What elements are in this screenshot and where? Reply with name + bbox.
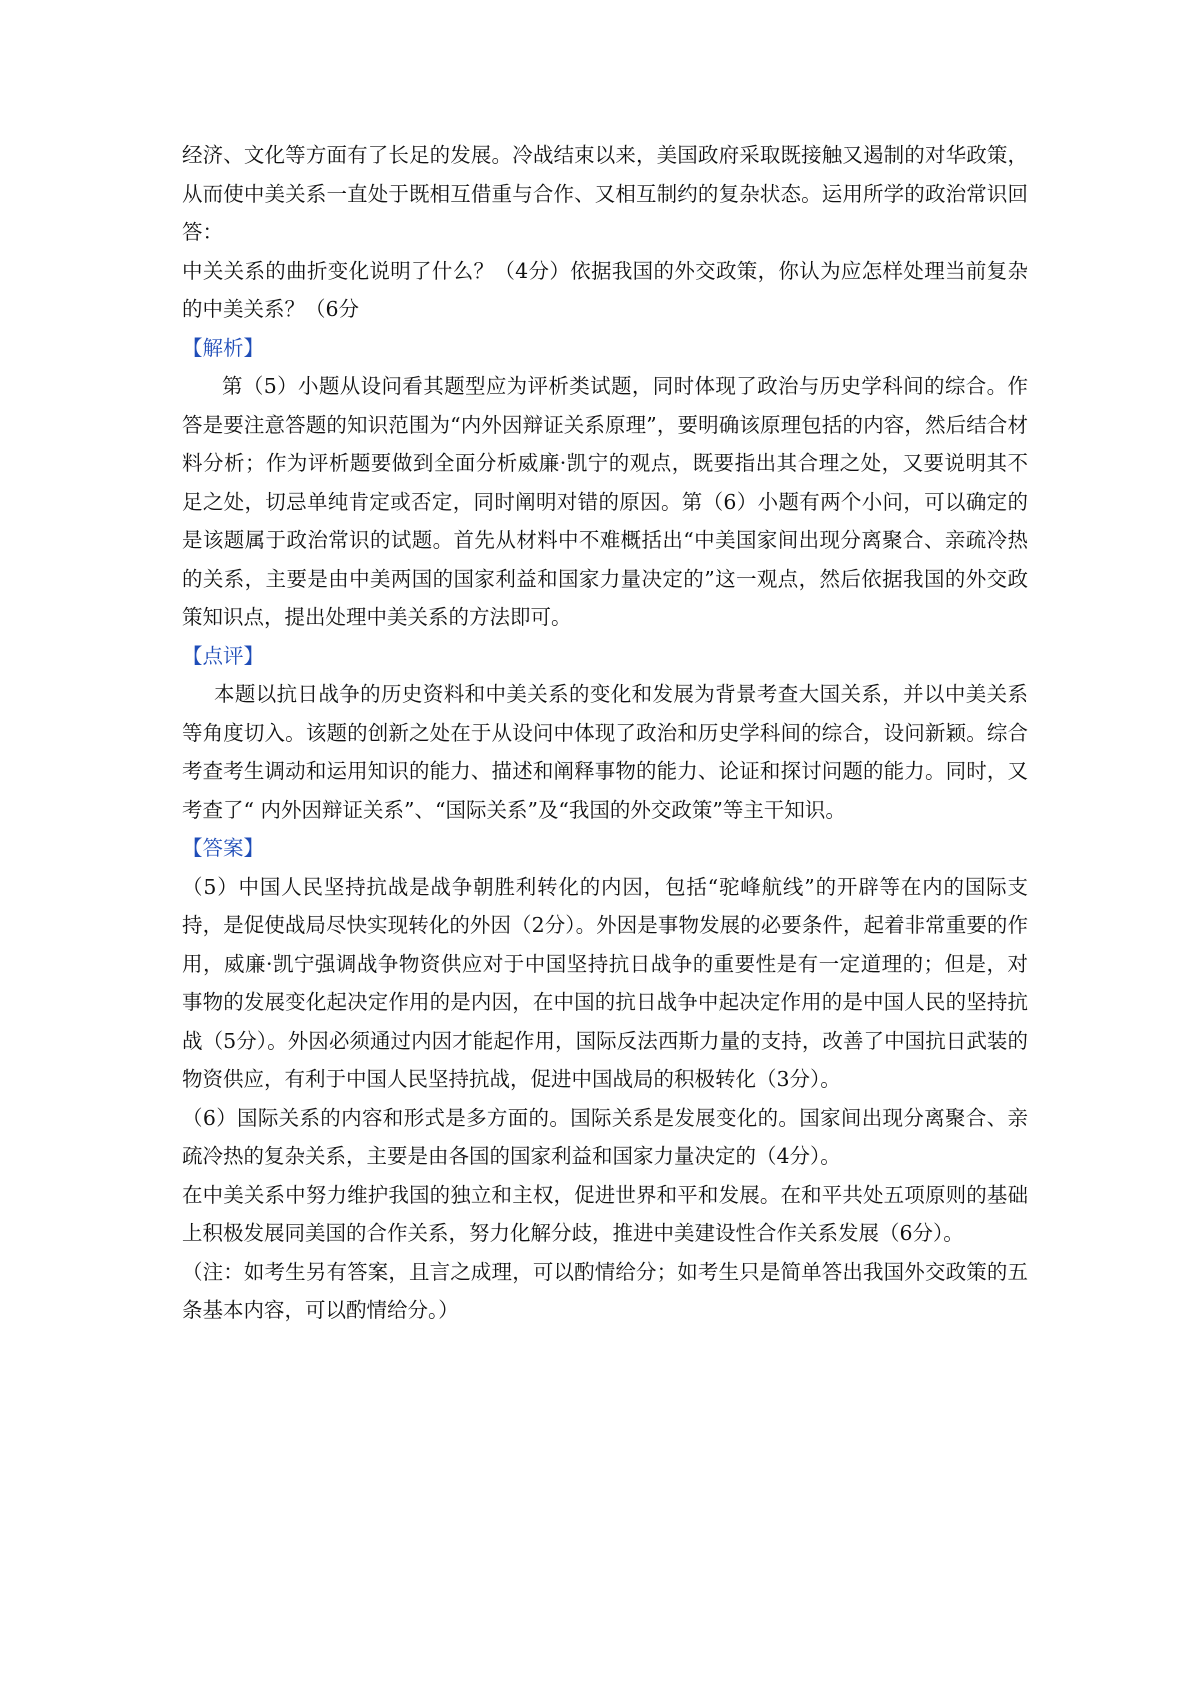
answer-note: （注：如考生另有答案，且言之成理，可以酌情给分；如考生只是简单答出我国外交政策的五条基本内容，可以酌情给分。） [182,1259,1028,1322]
answer-paragraph-5: （5）中国人民坚持抗战是战争朝胜利转化的内因，包括“驼峰航线”的开辟等在内的国际支持，是促使战局尽快实现转化的外因（2分）。外因是事物发展的必要条件，起着非常重要的作用，威廉·凯宁强调战争物资供应对于中国坚持抗日战争的重要性是有一定道理的；但是，对事物的发展变化起决定作用的是内因，在中国的抗日战争中起决定作用的是中国人民的坚持抗战（5分）。外因必须通过内因才能起作用，国际反法西斯力量的支持，改善了中国抗日武装的物资供应，有利于中国人民坚持抗战，促进中国战局的积极转化（3分）。 [182,874,1028,1091]
question-paragraph: 中关关系的曲折变化说明了什么？（4分）依据我国的外交政策，你认为应怎样处理当前复杂的中美关系？（6分 [182,258,1028,321]
answer-paragraph-6a: （6）国际关系的内容和形式是多方面的。国际关系是发展变化的。国家间出现分离聚合、亲疏冷热的复杂关系，主要是由各国的国家利益和国家力量决定的（4分）。 [182,1105,1028,1168]
document-page [182,136,1028,1330]
analysis-heading: 【解析】 [182,335,264,360]
analysis-paragraph: 第（5）小题从设问看其题型应为评析类试题，同时体现了政治与历史学科间的综合。作答是要注意答题的知识范围为“内外因辩证关系原理”，要明确该原理包括的内容，然后结合材料分析；作为评析题要做到全面分析威廉·凯宁的观点，既要指出其合理之处，又要说明其不足之处，切忌单纯肯定或否定，同时阐明对错的原因。第（6）小题有两个小问，可以确定的是该题属于政治常识的试题。首先从材料中不难概括出“中美国家间出现分离聚合、亲疏冷热的关系，主要是由中美两国的国家利益和国家力量决定的”这一观点，然后依据我国的外交政策知识点，提出处理中美关系的方法即可。 [182,374,1028,629]
answer-paragraph-6b: 在中美关系中努力维护我国的独立和主权，促进世界和平和发展。在和平共处五项原则的基础上积极发展同美国的合作关系，努力化解分歧，推进中美建设性合作关系发展（6分）。 [182,1182,1028,1245]
comment-paragraph: 本题以抗日战争的历史资料和中美关系的变化和发展为背景考查大国关系，并以中美关系等角度切入。该题的创新之处在于从设问中体现了政治和历史学科间的综合，设问新颖。综合考查考生调动和运用知识的能力、描述和阐释事物的能力、论证和探讨问题的能力。同时，又考查了“ 内外因辩证关系”、“国际关系”及“我国的外交政策”等主干知识。 [182,682,1028,822]
comment-heading: 【点评】 [182,643,264,668]
material-paragraph: 经济、文化等方面有了长足的发展。冷战结束以来，美国政府采取既接触又遏制的对华政策，从而使中美关系一直处于既相互借重与合作、又相互制约的复杂状态。运用所学的政治常识回答： [182,143,1028,244]
answer-heading: 【答案】 [182,836,264,860]
